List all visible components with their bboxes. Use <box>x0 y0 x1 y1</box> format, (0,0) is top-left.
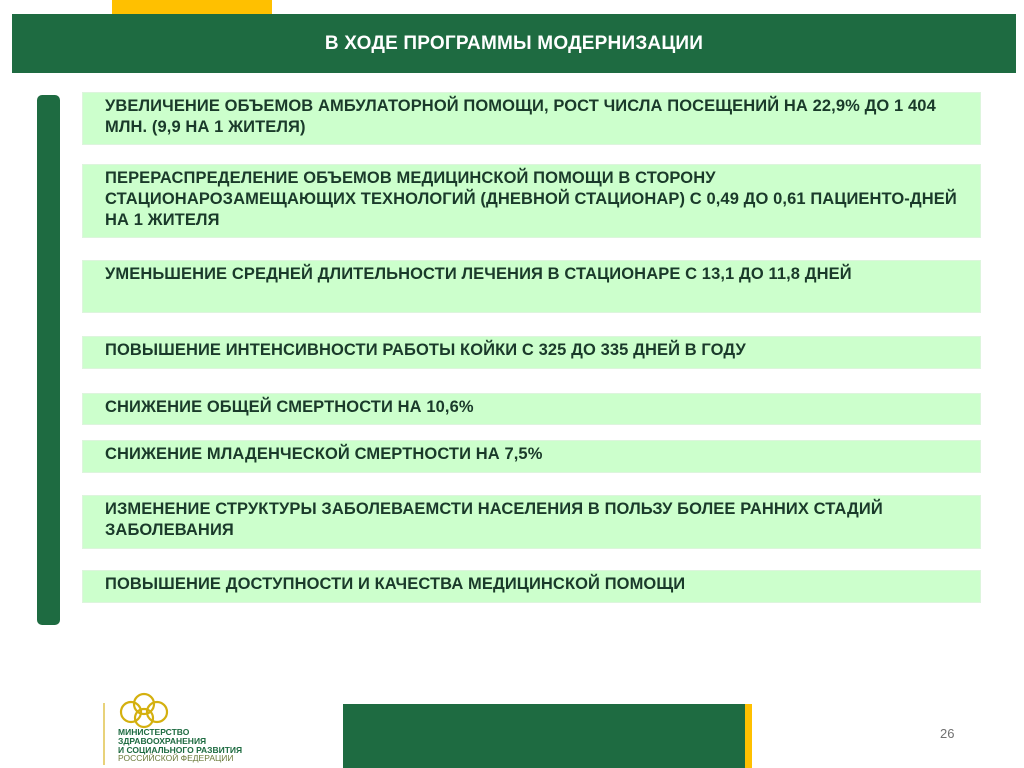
logo-line: РОССИЙСКОЙ ФЕДЕРАЦИИ <box>118 753 234 764</box>
list-item-7: ИЗМЕНЕНИЕ СТРУКТУРЫ ЗАБОЛЕВАЕМСТИ НАСЕЛЕНИЯ В ПОЛЬЗУ БОЛЕЕ РАННИХ СТАДИЙ ЗАБОЛЕВАНИЯ <box>83 496 980 548</box>
ministry-logo-text <box>118 728 242 763</box>
page-title: В ХОДЕ ПРОГРАММЫ МОДЕРНИЗАЦИИ <box>324 32 704 54</box>
logo-line: И СОЦИАЛЬНОГО РАЗВИТИЯ <box>118 744 243 755</box>
list-item-6: СНИЖЕНИЕ МЛАДЕНЧЕСКОЙ СМЕРТНОСТИ НА 7,5% <box>83 441 980 472</box>
footer-green-bar <box>343 704 745 768</box>
page-number: 26 <box>940 726 955 741</box>
list-item-4: ПОВЫШЕНИЕ ИНТЕНСИВНОСТИ РАБОТЫ КОЙКИ С 325 ДО 335 ДНЕЙ В ГОДУ <box>83 337 980 368</box>
list-item-3: УМЕНЬШЕНИЕ СРЕДНЕЙ ДЛИТЕЛЬНОСТИ ЛЕЧЕНИЯ В СТАЦИОНАРЕ С 13,1 ДО 11,8 ДНЕЙ <box>83 261 980 312</box>
list-item-5: СНИЖЕНИЕ ОБЩЕЙ СМЕРТНОСТИ НА 10,6% <box>83 394 980 424</box>
footer-yellow-bar <box>745 704 752 768</box>
logo-line: ЗДРАВООХРАНЕНИЯ <box>118 735 207 746</box>
list-item-1: УВЕЛИЧЕНИЕ ОБЪЕМОВ АМБУЛАТОРНОЙ ПОМОЩИ, РОСТ ЧИСЛА ПОСЕЩЕНИЙ НА 22,9% ДО 1 404 МЛН. (9,9 НА 1 ЖИТЕЛЯ) <box>83 93 980 144</box>
list-item-8: ПОВЫШЕНИЕ ДОСТУПНОСТИ И КАЧЕСТВА МЕДИЦИНСКОЙ ПОМОЩИ <box>83 571 980 602</box>
logo-divider <box>103 703 105 765</box>
left-accent-bar <box>37 95 60 625</box>
top-accent-bar <box>112 0 272 14</box>
logo-line: МИНИСТЕРСТВО <box>118 727 190 737</box>
list-item-2: ПЕРЕРАСПРЕДЕЛЕНИЕ ОБЪЕМОВ МЕДИЦИНСКОЙ ПОМОЩИ В СТОРОНУ СТАЦИОНАРОЗАМЕЩАЮЩИХ ТЕХНОЛОГИЙ (ДНЕВНОЙ СТАЦИОНАР) С 0,49 ДО 0,61 ПАЦИЕНТО-ДНЕЙ НА 1 ЖИТЕЛЯ <box>83 165 980 237</box>
header-bar <box>12 14 1016 73</box>
ministry-emblem-icon <box>117 690 171 730</box>
